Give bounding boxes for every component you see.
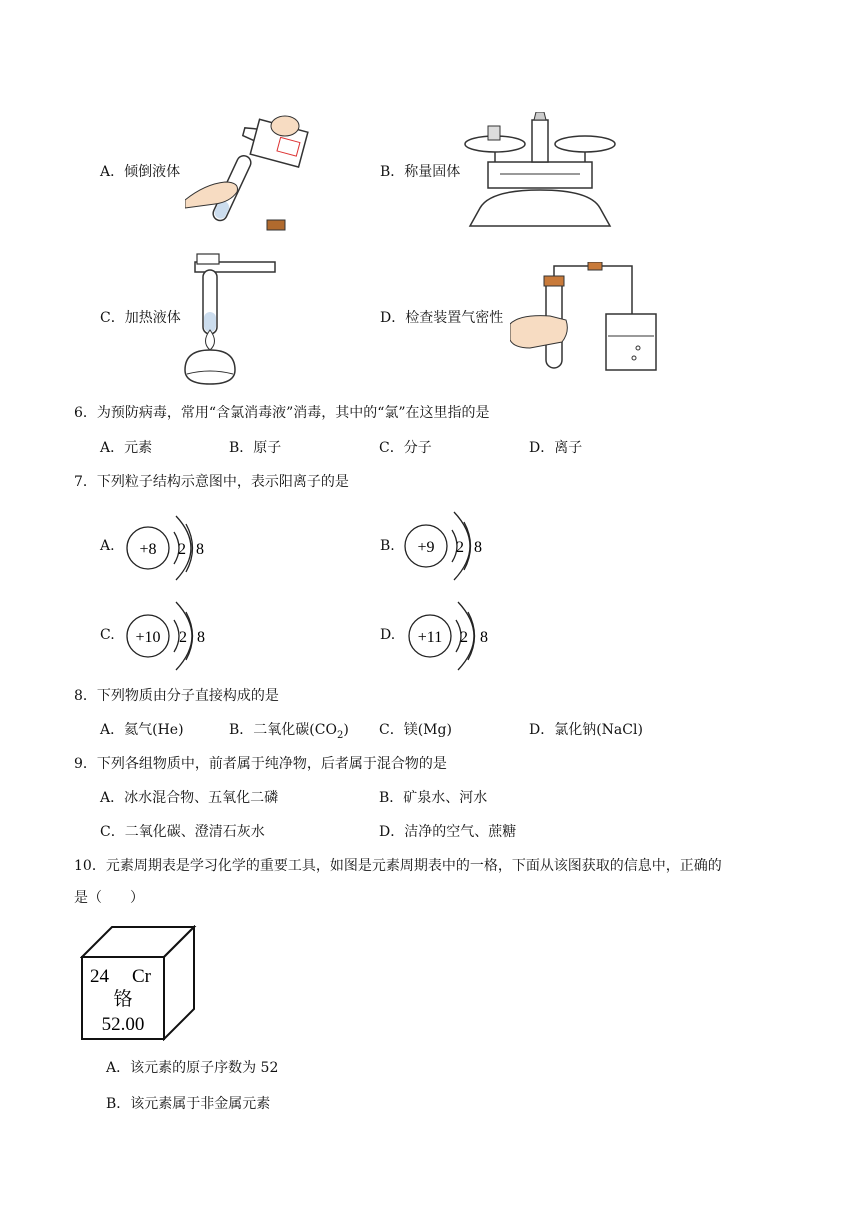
q7-option-d-label: D. bbox=[380, 627, 396, 643]
q5-option-b: B．称量固体 bbox=[380, 164, 461, 180]
shell-electrons-1: 2 bbox=[179, 629, 187, 646]
airtightness-figure bbox=[510, 262, 660, 372]
q7-stem: 7．下列粒子结构示意图中，表示阳离子的是 bbox=[74, 474, 349, 490]
q5-option-d: D．检查装置气密性 bbox=[380, 310, 504, 326]
q5-option-a: A．倾倒液体 bbox=[100, 164, 181, 180]
q6-option-c: C．分子 bbox=[379, 440, 432, 456]
q6-option-b: B．原子 bbox=[229, 440, 282, 456]
q8-option-d: D．氯化钠(NaCl) bbox=[529, 722, 643, 738]
pour-liquid-figure bbox=[185, 104, 325, 234]
atom-diagram-b bbox=[402, 506, 492, 586]
q6-option-a: A．元素 bbox=[100, 440, 153, 456]
shell-electrons-2: 8 bbox=[197, 629, 205, 646]
q5-option-c: C．加热液体 bbox=[100, 310, 181, 326]
atom-diagram-d bbox=[404, 596, 496, 676]
nucleus-charge: +11 bbox=[417, 629, 443, 646]
q6-stem: 6．为预防病毒，常用“含氯消毒液”消毒，其中的“氯”在这里指的是 bbox=[74, 405, 490, 421]
shell-electrons-2: 8 bbox=[480, 629, 488, 646]
nucleus-charge: +9 bbox=[417, 539, 435, 556]
nucleus-charge: +8 bbox=[139, 541, 157, 558]
q10-stem-line1: 10．元素周期表是学习化学的重要工具，如图是元素周期表中的一格，下面从该图获取的信息中，正确的 bbox=[74, 858, 722, 874]
shell-electrons-2: 8 bbox=[474, 539, 482, 556]
shell-electrons-1: 2 bbox=[460, 629, 468, 646]
element-name: 铬 bbox=[113, 989, 133, 1010]
q9-option-d: D．洁净的空气、蔗糖 bbox=[379, 824, 517, 840]
q10-option-b: B．该元素属于非金属元素 bbox=[106, 1096, 271, 1112]
balance-figure bbox=[460, 112, 620, 228]
q8-option-c: C．镁(Mg) bbox=[379, 722, 452, 738]
q8-option-a: A．氦气(He) bbox=[100, 722, 184, 738]
shell-electrons-1: 2 bbox=[178, 541, 186, 558]
q7-option-c-label: C. bbox=[100, 627, 115, 643]
atom-diagram-a bbox=[124, 508, 214, 588]
q9-option-c: C．二氧化碳、澄清石灰水 bbox=[100, 824, 265, 840]
nucleus-charge: +10 bbox=[135, 629, 161, 646]
q8-stem: 8．下列物质由分子直接构成的是 bbox=[74, 688, 279, 704]
q8-option-b: B．二氧化碳$(CO_2)$ bbox=[229, 722, 349, 741]
q9-stem: 9．下列各组物质中，前者属于纯净物，后者属于混合物的是 bbox=[74, 756, 447, 772]
q7-option-b-label: B. bbox=[380, 538, 395, 554]
q9-option-b: B．矿泉水、河水 bbox=[379, 790, 488, 806]
element-cell-cube bbox=[80, 925, 198, 1041]
atomic-number: 24 bbox=[90, 966, 109, 987]
heat-liquid-figure bbox=[175, 250, 280, 386]
q10-stem-line2: 是（ ） bbox=[74, 890, 144, 906]
shell-electrons-2: 8 bbox=[196, 541, 204, 558]
q10-option-a: A．该元素的原子序数为 52 bbox=[106, 1060, 279, 1076]
q7-option-a-label: A. bbox=[100, 538, 115, 554]
shell-electrons-1: 2 bbox=[456, 539, 464, 556]
atomic-mass: 52.00 bbox=[101, 1014, 145, 1035]
q9-option-a: A．冰水混合物、五氧化二磷 bbox=[100, 790, 279, 806]
element-symbol: Cr bbox=[132, 966, 151, 987]
q6-option-d: D．离子 bbox=[529, 440, 583, 456]
atom-diagram-c bbox=[122, 596, 214, 676]
